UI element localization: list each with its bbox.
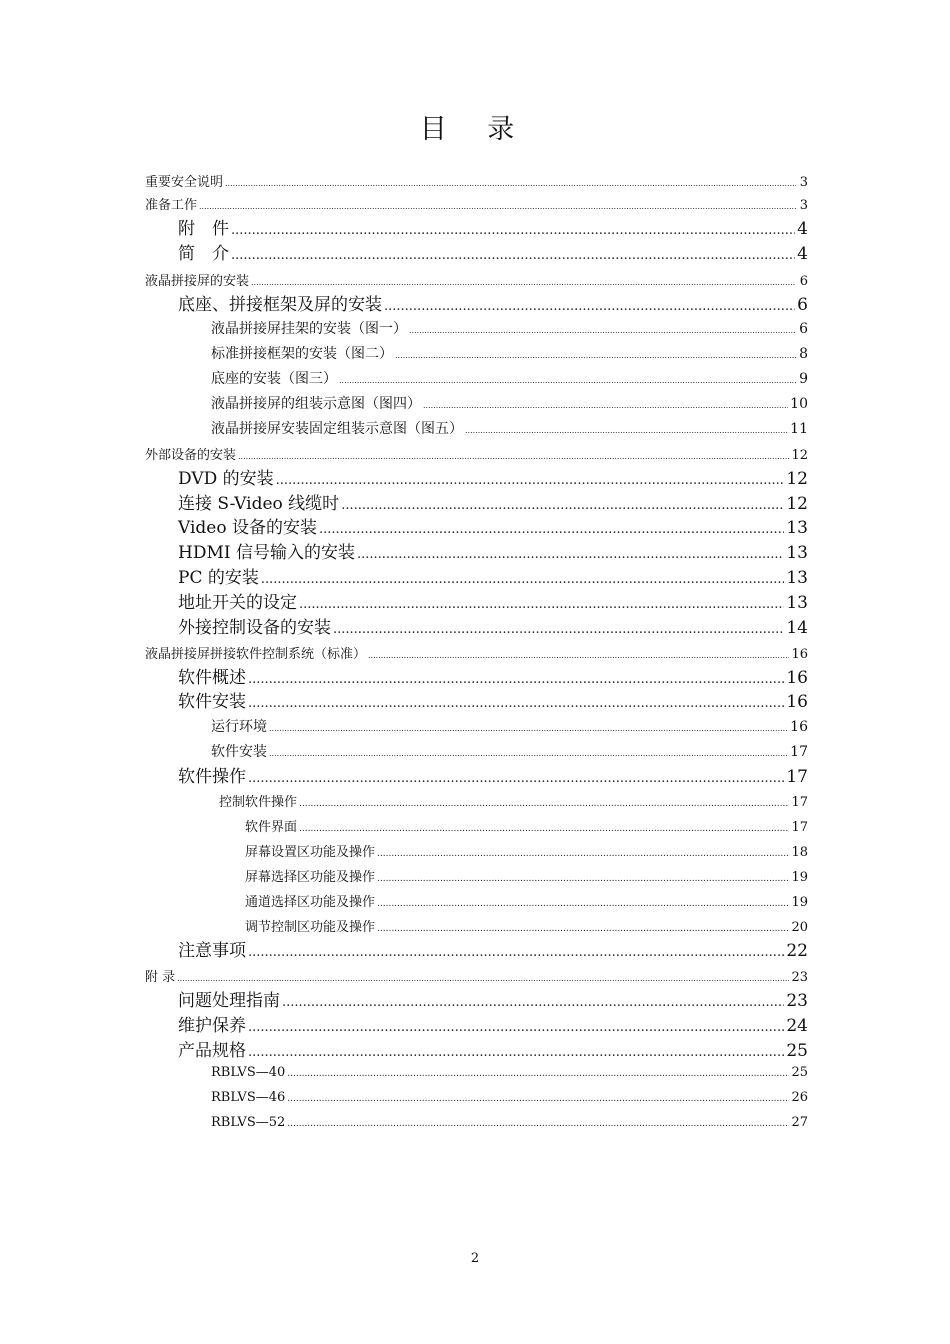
toc-entry[interactable]: 地址开关的设定 ..... 13: [178, 588, 808, 613]
toc-entry[interactable]: RBLVS—52 ..... 27: [211, 1115, 808, 1130]
toc-entry[interactable]: 底座、拼接框架及屏的安装 ..... 6: [178, 290, 808, 315]
toc-entry[interactable]: 运行环境 ..... 16: [211, 716, 808, 736]
page-title: 目 录: [419, 114, 531, 145]
toc-entry[interactable]: RBLVS—46 ..... 26: [211, 1090, 808, 1105]
toc-entry[interactable]: 准备工作 ..... 3: [145, 194, 808, 213]
toc-entry[interactable]: 简 介 ..... 4: [178, 239, 808, 264]
toc-entry[interactable]: 重要安全说明 ..... 3: [145, 171, 808, 190]
toc-entry[interactable]: 连接 S-Video 线缆时 ..... 12: [178, 489, 808, 514]
toc-entry[interactable]: 软件操作 ..... 17: [178, 762, 808, 787]
toc-entry[interactable]: PC 的安装 ..... 13: [178, 563, 808, 588]
toc-entry[interactable]: 软件概述 ..... 16: [178, 663, 808, 688]
toc-entry[interactable]: 屏幕设置区功能及操作 ..... 18: [245, 841, 808, 860]
toc-entry[interactable]: 液晶拼接屏拼接软件控制系统（标准） ..... 16: [145, 643, 808, 662]
toc-entry[interactable]: HDMI 信号输入的安装 ..... 13: [178, 538, 808, 563]
toc-entry[interactable]: 附 录 ..... 23: [145, 966, 808, 985]
toc-entry[interactable]: 注意事项 ..... 22: [178, 936, 808, 961]
toc-entry[interactable]: 外部设备的安装 ..... 12: [145, 444, 808, 463]
page-number: 2: [470, 1251, 480, 1266]
toc-entry[interactable]: RBLVS—40 ..... 25: [211, 1065, 808, 1080]
toc-entry[interactable]: 液晶拼接屏挂架的安装（图一） ..... 6: [211, 318, 808, 338]
toc-entry[interactable]: 产品规格 ..... 25: [178, 1036, 808, 1061]
toc-entry[interactable]: 软件安装 ..... 17: [211, 741, 808, 761]
toc-entry[interactable]: 标准拼接框架的安装（图二） ..... 8: [211, 343, 808, 363]
toc-entry[interactable]: 外接控制设备的安装 ..... 14: [178, 613, 808, 638]
toc-entry[interactable]: 液晶拼接屏的组装示意图（图四） ..... 10: [211, 393, 808, 413]
toc-entry[interactable]: DVD 的安装 ..... 12: [178, 464, 808, 489]
toc-entry[interactable]: 控制软件操作 ..... 17: [219, 791, 808, 810]
toc-entry[interactable]: 维护保养 ..... 24: [178, 1011, 808, 1036]
toc-entry[interactable]: 液晶拼接屏安装固定组装示意图（图五） ..... 11: [211, 418, 808, 438]
toc-entry[interactable]: 附 件 ..... 4: [178, 214, 808, 239]
toc-entry[interactable]: 通道选择区功能及操作 ..... 19: [245, 891, 808, 910]
toc-entry[interactable]: 调节控制区功能及操作 ..... 20: [245, 916, 808, 935]
toc-entry[interactable]: Video 设备的安装 ..... 13: [178, 513, 808, 538]
toc-entry[interactable]: 问题处理指南 ..... 23: [178, 986, 808, 1011]
toc-entry[interactable]: 软件界面 ..... 17: [245, 816, 808, 835]
toc-entry[interactable]: 软件安装 ..... 16: [178, 687, 808, 712]
toc-entry[interactable]: 底座的安装（图三） ..... 9: [211, 368, 808, 388]
toc-entry[interactable]: 屏幕选择区功能及操作 ..... 19: [245, 866, 808, 885]
toc-entry[interactable]: 液晶拼接屏的安装 ..... 6: [145, 270, 808, 289]
